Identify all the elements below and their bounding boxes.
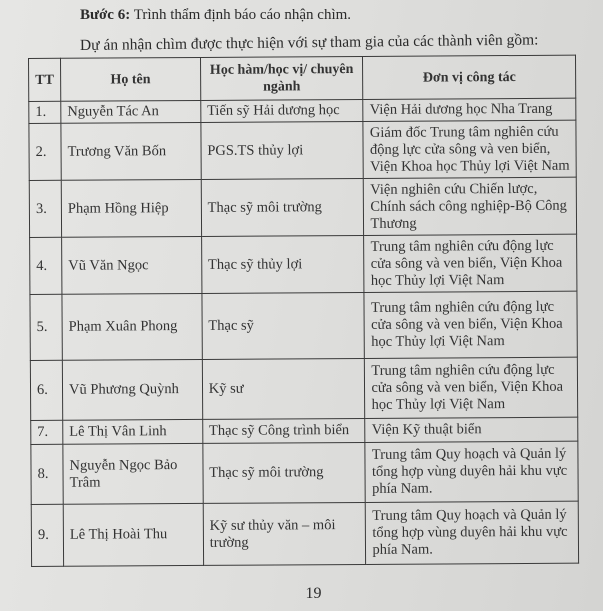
cell-tt: 3. [29, 180, 61, 237]
cell-org: Trung tâm nghiên cứu động lực cửa sông và ven biển, Viện Khoa học Thủy lợi Việt Nam [364, 234, 577, 292]
cell-name: Lê Thị Vân Linh [63, 419, 203, 444]
cell-degree: Kỹ sư [202, 358, 365, 419]
cell-name: Nguyễn Tác An [61, 100, 201, 123]
cell-degree: Thạc sỹ môi trường [203, 442, 366, 503]
cell-tt: 1. [29, 101, 61, 123]
table-row [31, 501, 578, 566]
cell-org: Viện Hải dương học Nha Trang [363, 98, 576, 121]
table-row [30, 357, 577, 420]
header-name: Họ tên [60, 57, 200, 101]
table-row [29, 120, 576, 180]
cell-org: Trung tâm nghiên cứu động lực cửa sông và ven biển, Viện Khoa học Thủy lợi Việt Nam [364, 291, 577, 358]
cell-org: Trung tâm nghiên cứu động lực cửa sông và ven biển, Viện Khoa học Thủy lợi Việt Nam [365, 357, 578, 418]
cell-degree: Thạc sỹ môi trường [201, 178, 364, 236]
step-text: Trình thẩm định báo cáo nhận chìm. [130, 7, 352, 23]
cell-name: Nguyễn Ngọc Bảo Trâm [63, 443, 203, 504]
cell-name: Vũ Văn Ngọc [62, 236, 202, 294]
cell-degree: Thạc sỹ Công trình biển [202, 418, 365, 443]
table-row [30, 291, 577, 360]
cell-tt: 7. [31, 420, 63, 444]
cell-tt: 6. [30, 360, 62, 420]
cell-tt: 8. [31, 444, 63, 504]
table-header-row [29, 55, 576, 101]
step-heading [80, 7, 351, 24]
cell-degree: Tiến sỹ Hải dương học [200, 99, 363, 122]
cell-org: Viện nghiên cứu Chiến lược, Chính sách công nghiệp-Bộ Công Thương [364, 177, 577, 235]
members-table [28, 55, 579, 567]
cell-name: Phạm Hồng Hiệp [61, 179, 201, 237]
cell-org: Trung tâm Quy hoạch và Quản lý tổng hợp vùng duyên hải khu vực phía Nam. [366, 501, 579, 564]
header-tt: TT [29, 58, 61, 101]
table-row [30, 234, 577, 294]
cell-name: Vũ Phương Quỳnh [62, 359, 202, 420]
cell-name: Lê Thị Hoài Thu [63, 503, 203, 566]
header-org: Đơn vị công tác [363, 55, 576, 99]
cell-org: Viện Kỹ thuật biển [365, 417, 578, 442]
cell-name: Trương Văn Bốn [61, 122, 201, 180]
cell-degree: PGS.TS thủy lợi [201, 121, 364, 179]
step-label: Bước 6: [80, 7, 131, 23]
cell-tt: 2. [29, 123, 61, 180]
cell-tt: 5. [30, 294, 62, 360]
cell-degree: Kỹ sư thủy văn – môi trường [203, 502, 366, 565]
cell-org: Giám đốc Trung tâm nghiên cứu động lực cửa sông và ven biển, Viện Khoa học Thủy lợi Việt Nam [363, 120, 576, 178]
cell-degree: Thạc sỹ thủy lợi [201, 235, 364, 293]
table-row [31, 417, 578, 444]
table-row [31, 441, 578, 504]
cell-degree: Thạc sỹ [202, 292, 365, 359]
cell-name: Phạm Xuân Phong [62, 293, 202, 360]
cell-tt: 9. [31, 504, 63, 566]
cell-tt: 4. [30, 237, 62, 294]
page-number: 19 [305, 585, 322, 602]
intro-paragraph: Dự án nhận chìm được thực hiện với sự tham gia của các thành viên gồm: [79, 31, 539, 54]
table-row [29, 177, 576, 237]
header-degree: Học hàm/học vị/ chuyên ngành [200, 56, 363, 100]
cell-org: Trung tâm Quy hoạch và Quản lý tổng hợp vùng duyên hải khu vực phía Nam. [365, 441, 578, 502]
